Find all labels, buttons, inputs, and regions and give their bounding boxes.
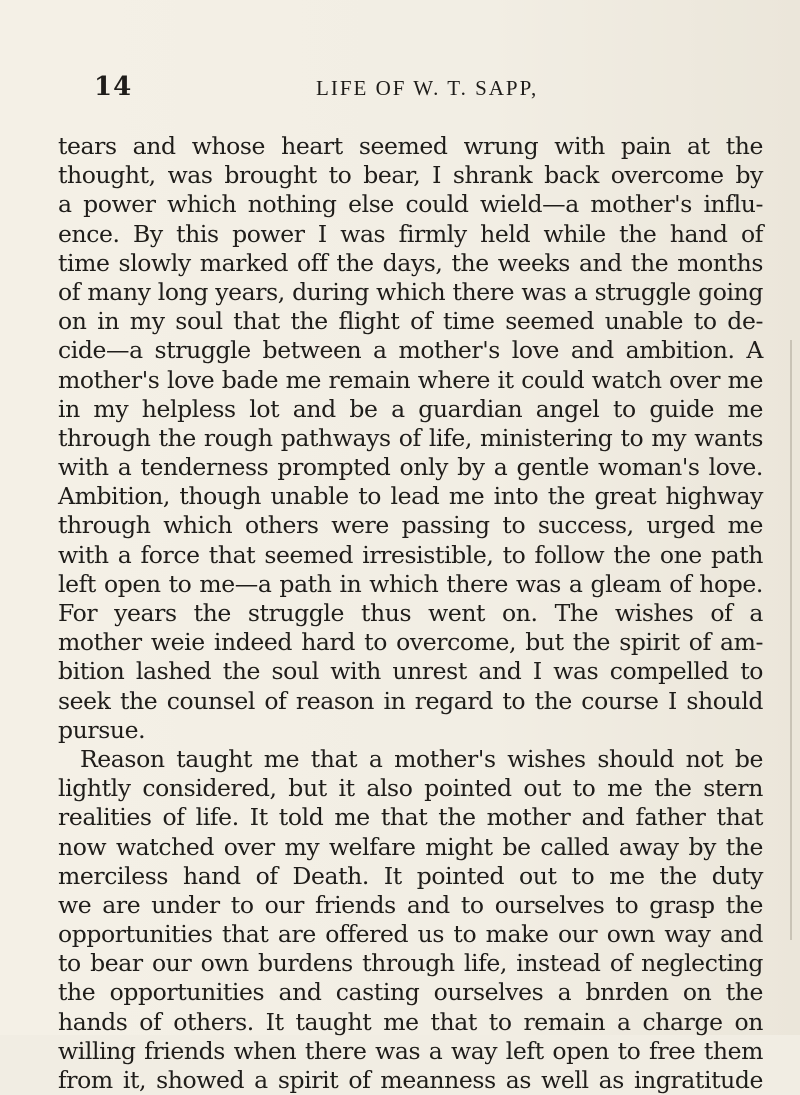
text-line: seek the counsel of reason in regard to the course I should — [58, 686, 763, 715]
text-line: Ambition, though unable to lead me into the great highway — [58, 482, 763, 511]
text-line: mother's love bade me remain where it could watch over me — [58, 365, 763, 394]
text-line: lightly considered, but it also pointed out to me the stern — [58, 774, 763, 803]
text-line: the opportunities and casting ourselves a bnrden on the — [58, 978, 763, 1007]
text-line: time slowly marked off the days, the weeks and the months — [58, 248, 763, 277]
text-line: pursue. — [58, 715, 146, 744]
text-line: to bear our own burdens through life, instead of neglecting — [58, 949, 763, 978]
page-number: 14 — [94, 72, 133, 102]
body-text — [58, 132, 763, 1095]
text-line: a power which nothing else could wield—a mother's influ- — [58, 190, 763, 219]
text-line: willing friends when there was a way left open to free them — [58, 1036, 763, 1065]
text-line: tears and whose heart seemed wrung with pain at the — [58, 132, 763, 160]
text-line: Reason taught me that a mother's wishes should not be — [80, 744, 763, 773]
text-line: bition lashed the soul with unrest and I was compelled to — [58, 657, 763, 686]
text-line: on in my soul that the flight of time seemed unable to de- — [58, 307, 763, 336]
text-line: merciless hand of Death. It pointed out to me the duty — [58, 861, 763, 890]
paragraph-2 — [58, 745, 763, 1095]
text-line: thought, was brought to bear, I shrank back overcome by — [58, 161, 763, 190]
page-edge-shadow — [790, 340, 792, 940]
text-line: realities of life. It told me that the mother and father that — [58, 803, 763, 832]
text-line: through which others were passing to success, urged me — [58, 511, 763, 540]
text-line: cide—a struggle between a mother's love and ambition. A — [58, 336, 763, 365]
text-line: through the rough pathways of life, ministering to my wants — [58, 423, 763, 452]
text-line: with a tenderness prompted only by a gentle woman's love. — [58, 453, 763, 482]
text-line: hands of others. It taught me that to remain a charge on — [58, 1007, 763, 1036]
text-line: mother weie indeed hard to overcome, but the spirit of am- — [58, 628, 763, 657]
page-header — [94, 72, 690, 104]
text-line: in my helpless lot and be a guardian angel to guide me — [58, 394, 763, 423]
text-line: ence. By this power I was firmly held while the hand of — [58, 219, 763, 248]
text-line: with a force that seemed irresistible, to follow the one path — [58, 540, 763, 569]
text-line: we are under to our friends and to ourselves to grasp the — [58, 890, 763, 919]
text-line: For years the struggle thus went on. The wishes of a — [58, 599, 763, 627]
running-title: LIFE OF W. T. SAPP, — [316, 76, 539, 100]
text-line: from it, showed a spirit of meanness as well as ingratitude — [58, 1066, 763, 1094]
text-line: now watched over my welfare might be called away by the — [58, 832, 763, 861]
paragraph-1 — [58, 132, 763, 745]
text-line: of many long years, during which there was a struggle going — [58, 277, 763, 306]
text-line: left open to me—a path in which there was a gleam of hope. — [58, 569, 763, 598]
text-line: opportunities that are offered us to make our own way and — [58, 920, 763, 949]
